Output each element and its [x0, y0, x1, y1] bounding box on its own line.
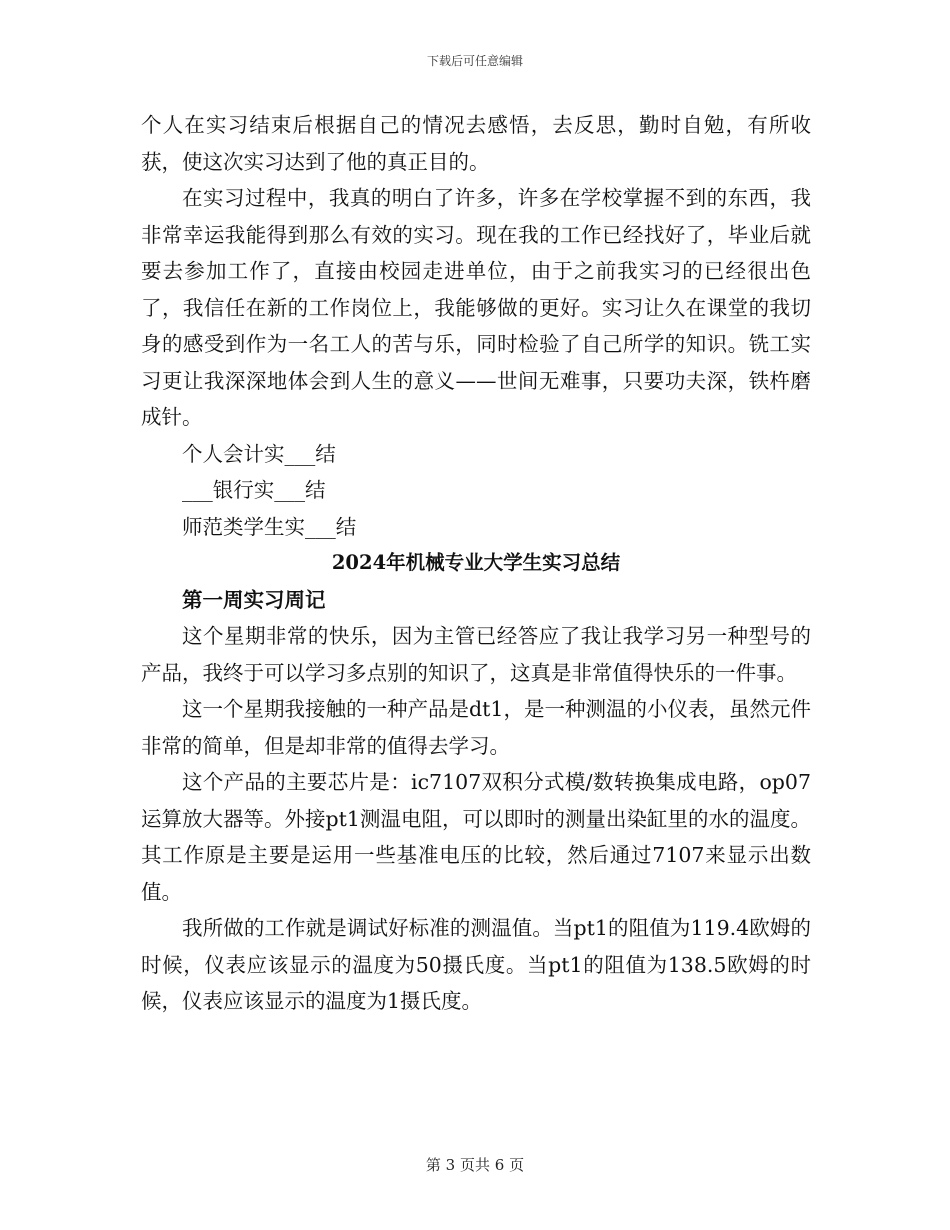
document-body	[141, 107, 811, 1020]
paragraph-2: 在实习过程中，我真的明白了许多，许多在学校掌握不到的东西，我非常幸运我能得到那么有效的实习。现在我的工作已经找好了，毕业后就要去参加工作了，直接由校园走进单位，由于之前我实习的已经很出色了，我信任在新的工作岗位上，我能够做的更好。实习让久在课堂的我切身的感受到作为一名工人的苦与乐，同时检验了自己所学的知识。铣工实习更让我深深地体会到人生的意义——世间无难事，只要功夫深，铁杵磨成针。	[141, 186, 811, 429]
paragraph-1: 个人在实习结束后根据自己的情况去感悟，去反思，勤时自勉，有所收获，使这次实习达到了他的真正目的。	[141, 113, 811, 174]
related-link-1: 个人会计实___结	[182, 441, 336, 466]
related-link-3: 师范类学生实___结	[182, 514, 357, 539]
related-link-2: ___银行实___结	[182, 478, 326, 502]
section-heading: 第一周实习周记	[182, 587, 326, 612]
document-title: 2024年机械专业大学生实习总结	[331, 551, 621, 574]
paragraph-3: 这个星期非常的快乐，因为主管已经答应了我让我学习另一种型号的产品，我终于可以学习多点别的知识了，这真是非常值得快乐的一件事。	[141, 624, 811, 685]
paragraph-4: 这一个星期我接触的一种产品是dt1，是一种测温的小仪表，虽然元件非常的简单，但是却非常的值得去学习。	[141, 697, 811, 758]
paragraph-5: 这个产品的主要芯片是：ic7107双积分式模/数转换集成电路，op07运算放大器等。外接pt1测温电阻，可以即时的测量出染缸里的水的温度。其工作原是主要是运用一些基准电压的比较，然后通过7107来显示出数值。	[141, 770, 811, 904]
page-header: 下载后可任意编辑	[426, 54, 523, 68]
page-footer: 第 3 页共 6 页	[425, 1156, 525, 1174]
paragraph-6: 我所做的工作就是调试好标准的测温值。当pt1的阻值为119.4欧姆的时候，仪表应该显示的温度为50摄氏度。当pt1的阻值为138.5欧姆的时候，仪表应该显示的温度为1摄氏度。	[141, 916, 811, 1013]
